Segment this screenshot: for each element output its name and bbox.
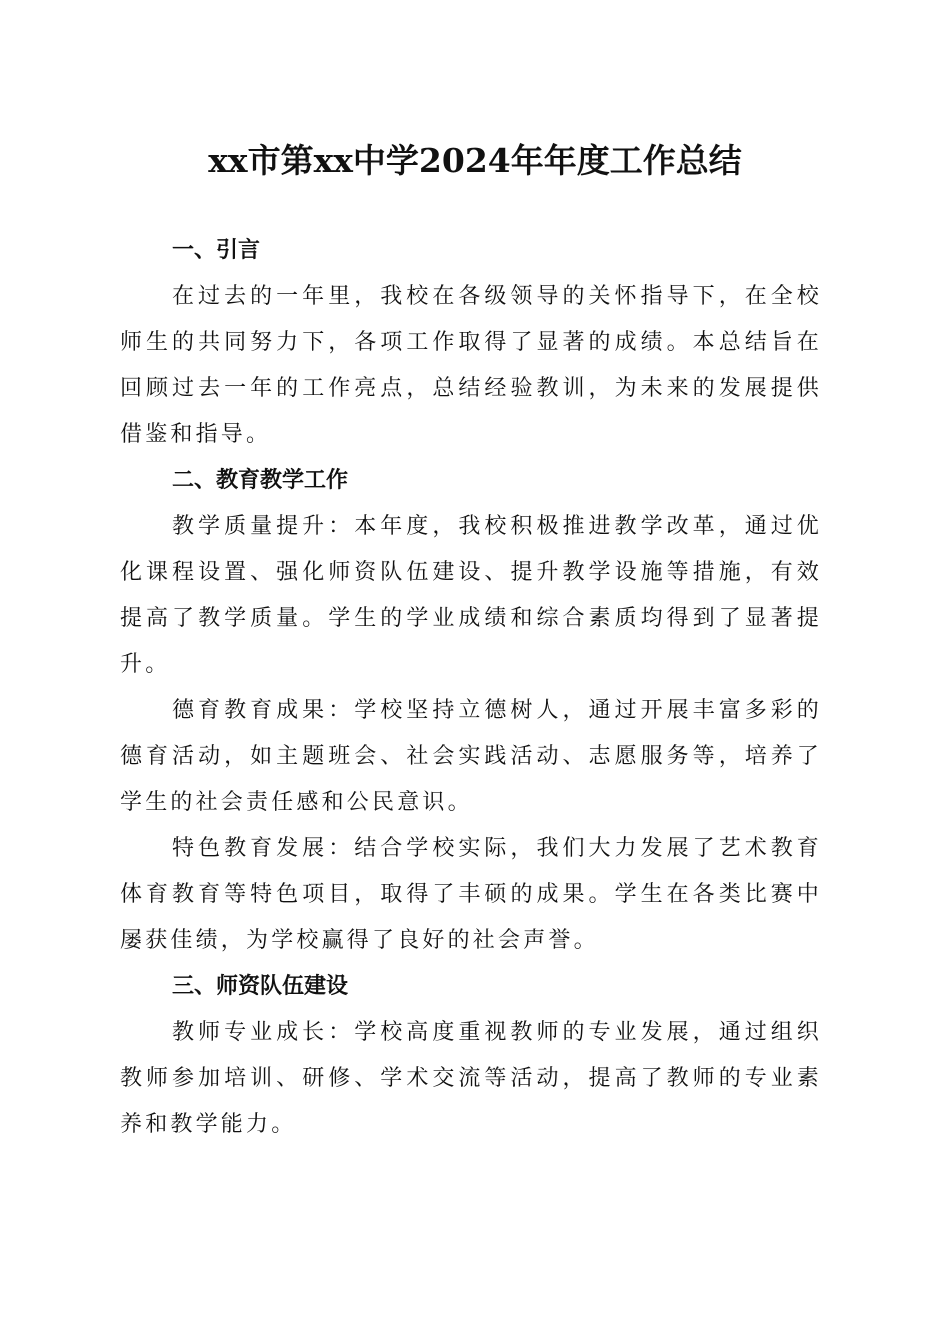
section-heading: 三、师资队伍建设 — [172, 974, 349, 999]
section-introduction — [120, 228, 822, 458]
paragraph: 德育教育成果：学校坚持立德树人，通过开展丰富多彩的德育活动，如主题班会、社会实践活动、志愿服务等，培养了学生的社会责任感和公民意识。 — [120, 698, 822, 815]
paragraph: 在过去的一年里，我校在各级领导的关怀指导下，在全校师生的共同努力下，各项工作取得了显著的成绩。本总结旨在回顾过去一年的工作亮点，总结经验教训，为未来的发展提供借鉴和指导。 — [120, 284, 822, 447]
paragraph: 教师专业成长：学校高度重视教师的专业发展，通过组织教师参加培训、研修、学术交流等活动，提高了教师的专业素养和教学能力。 — [120, 1020, 822, 1137]
section-heading: 二、教育教学工作 — [172, 468, 349, 493]
document-body — [120, 228, 822, 1148]
paragraph: 教学质量提升：本年度，我校积极推进教学改革，通过优化课程设置、强化师资队伍建设、提升教学设施等措施，有效提高了教学质量。学生的学业成绩和综合素质均得到了显著提升。 — [120, 514, 822, 677]
section-teacher-team — [120, 964, 822, 1148]
paragraph: 特色教育发展：结合学校实际，我们大力发展了艺术教育体育教育等特色项目，取得了丰硕的成果。学生在各类比赛中屡获佳绩，为学校赢得了良好的社会声誉。 — [120, 836, 822, 953]
document-title: xx市第xx中学2024年年度工作总结 — [208, 141, 742, 180]
section-heading: 一、引言 — [172, 238, 261, 263]
section-teaching-work — [120, 458, 822, 964]
